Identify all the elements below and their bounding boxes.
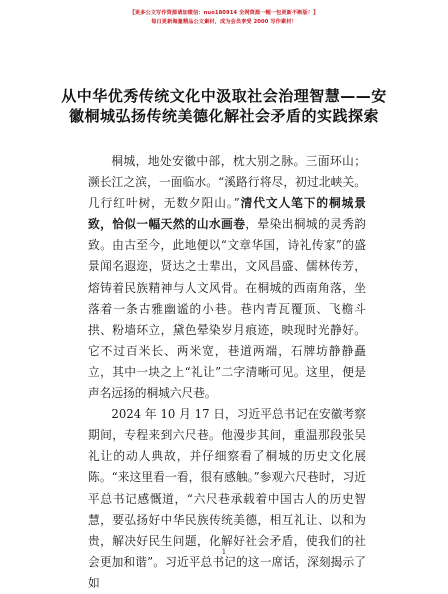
promo-banner-line-1: 【更多公文写作资源请加微信：nuo180914 全网资源一帽一包更新不断版！】 xyxy=(129,10,319,16)
paragraph-1-text-b: ，晕染出桐城的灵秀韵致。由古至今，此地便以“文章华国，诗礼传家”的盛景闻名遐迩，贤达之士辈出，文风昌盛、儒林传芳，熔铸着民族精神与人文风骨。在桐城的西南角落，坐落着一条古雅幽谧的小巷。巷内青瓦覆顶、飞檐斗拱、粉墙环立，黛色晕染岁月痕迹，映现时光静好。它不过百米长、两米宽，巷道两端，石牌坊静静矗立，其中一块之上“礼让”二字清晰可见。这里，便是声名远扬的桐城六尺巷。 xyxy=(88,217,366,401)
promo-banner-line-2: 每日更新海量精品公文素材，成为会员享受 2000 写作素材！ xyxy=(151,19,297,25)
paragraph-2: 2024 年 10 月 17 日，习近平总书记在安徽考察期间，专程来到六尺巷。他漫步其间，重温那段张吴礼让的动人典故，并仔细察看了桐城的历史文化展陈。“来这里看一看，很有感触。”参观六尺巷时，习近平总书记感慨道，“六尺巷承载着中国古人的历史智慧，要弘扬好中华民族传统美德，相互礼让、以和为贵，解决好民生问题，化解好社会矛盾，使我们的社会更加和谐”。习近平总书记的这一席话，深刻揭示了如 xyxy=(88,407,366,590)
paragraph-1-text-a: 桐城，地处安徽中部，枕大别之脉。三面环山；濒长江之滨，一面临水。“溪路行将尽，初过北峡关。几行红叶树，无数夕阳山。” xyxy=(88,154,366,211)
article-title: 从中华优秀传统文化中汲取社会治理智慧——安徽桐城弘扬传统美德化解社会矛盾的实践探索 xyxy=(61,87,387,125)
page-number: 1 xyxy=(221,548,227,556)
paragraph-1 xyxy=(88,151,366,404)
paragraph-1-bold-text: 清代文人笔下的桐城景致，恰似一幅天然的山水画卷 xyxy=(88,196,366,232)
article-body xyxy=(88,151,366,594)
